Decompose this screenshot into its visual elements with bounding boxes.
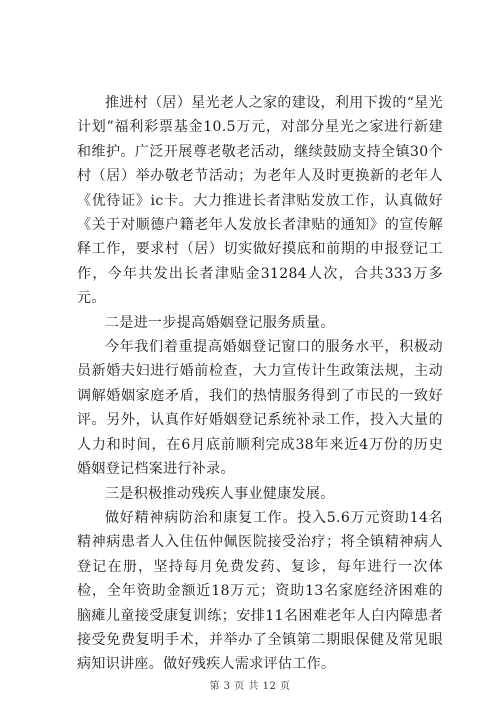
document-body — [77, 91, 443, 677]
paragraph-star-light-elderly: 推进村（居）星光老人之家的建设，利用下拨的“星光计划”福利彩票基金10.5万元，对部分星光之家进行新建和维护。广泛开展尊老敬老活动，继续鼓励支持全镇30个村（居）举办敬老节活动；为老年人及时更换新的老年人《优待证》ic卡。大力推进长者津贴发放工作，认真做好《关于对顺德户籍老年人发放长者津贴的通知》的宣传解释工作，要求村（居）切实做好摸底和前期的申报登记工作，今年共发出长者津贴金31284人次，合共333万多元。 — [77, 95, 443, 307]
section-heading-marriage-registration: 二是进一步提高婚姻登记服务质量。 — [105, 314, 335, 331]
page-number-footer: 第 3 页 共 12 页 — [209, 681, 291, 692]
paragraph-mental-health-rehab: 做好精神病防治和康复工作。投入5.6万元资助14名精神病患者人入住伍仲佩医院接受治疗；将全镇精神病人登记在册，坚持每月免费发药、复诊，每年进行一次体检，全年资助金额近18万元；资助13名家庭经济困难的脑瘫儿童接受康复训练；安排11名困难老年人白内障患者接受免费复明手术，并举办了全镇第二期眼保健及常见眼病知识讲座。做好残疾人需求评估工作。 — [77, 509, 443, 673]
paragraph-marriage-registration: 今年我们着重提高婚姻登记窗口的服务水平，积极动员新婚夫妇进行婚前检查，大力宣传计生政策法规，主动调解婚姻家庭矛盾，我们的热情服务得到了市民的一致好评。另外，认真作好婚姻登记系统补录工作，投入大量的人力和时间，在6月底前顺利完成38年来近4万份的历史婚姻登记档案进行补录。 — [77, 339, 443, 478]
section-heading-disabled-persons: 三是积极推动残疾人事业健康发展。 — [105, 485, 335, 502]
